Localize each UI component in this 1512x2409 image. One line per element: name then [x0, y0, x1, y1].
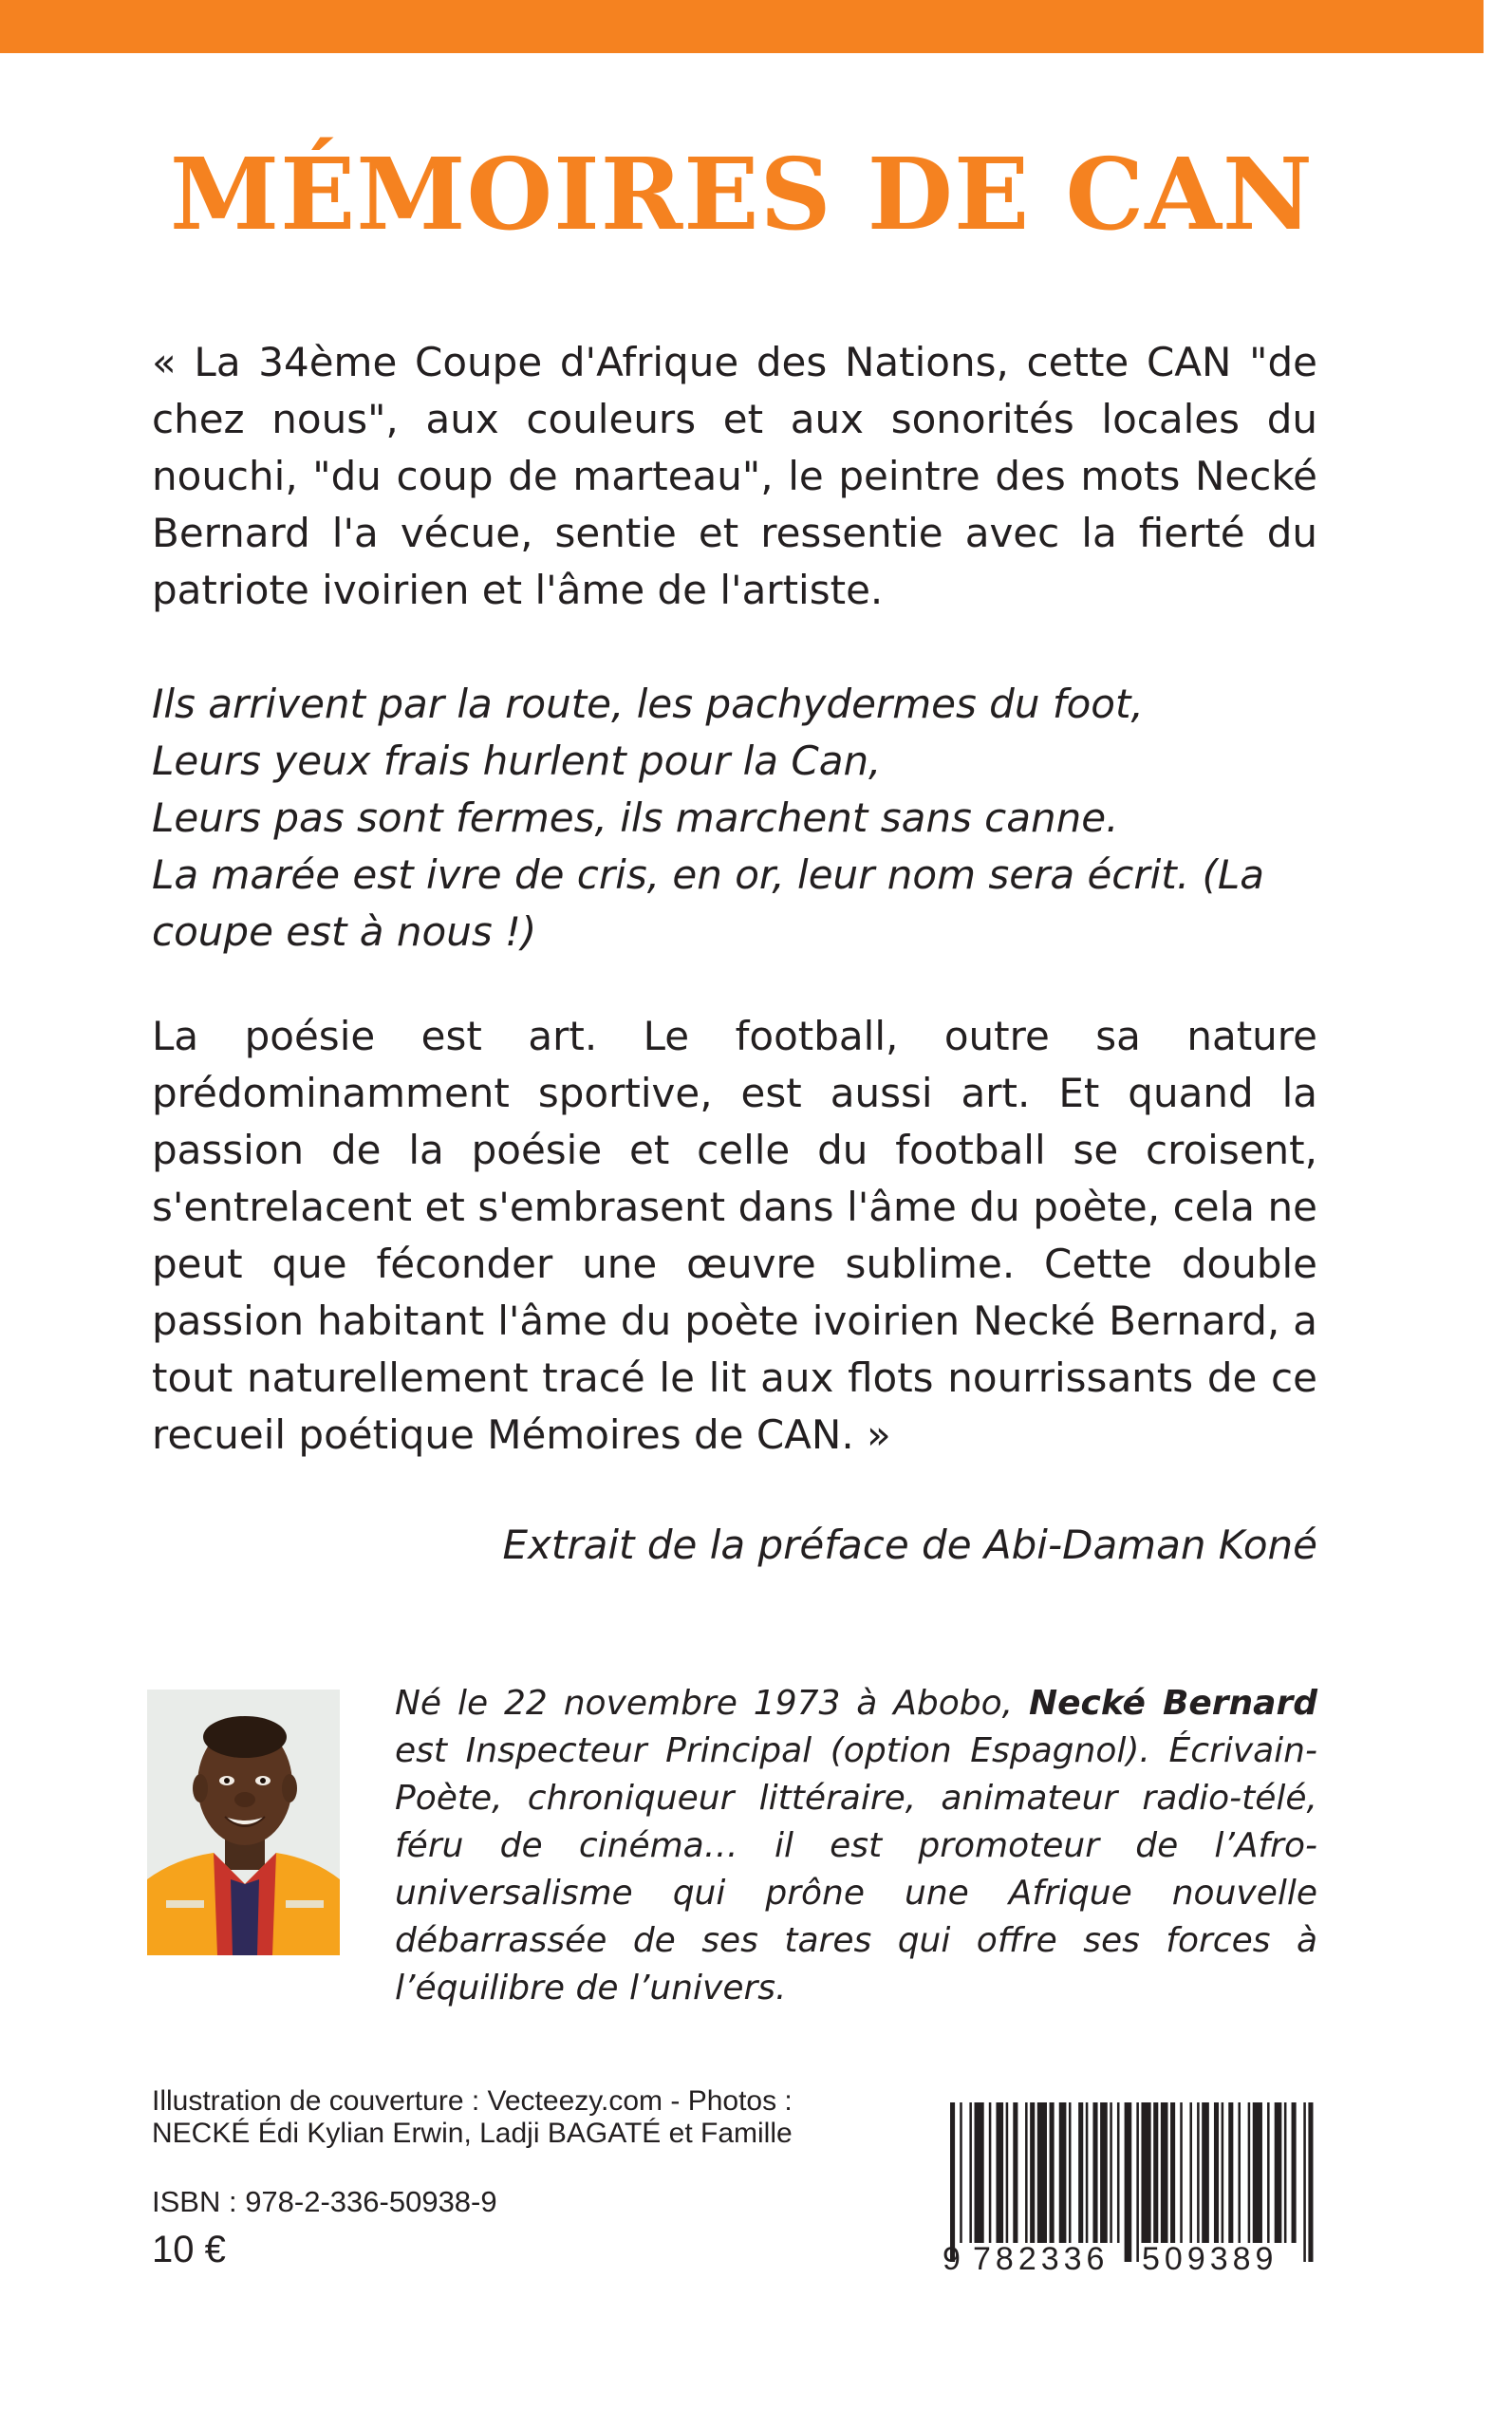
book-title: MÉMOIRES DE CAN — [170, 136, 1314, 252]
credits-line: NECKÉ Édi Kylian Erwin, Ladji BAGATÉ et Famille — [152, 2118, 793, 2149]
barcode-bar — [1308, 2102, 1313, 2262]
barcode-bar — [1013, 2102, 1017, 2243]
barcode-digits-right: 509389 — [1142, 2241, 1279, 2277]
price: 10 € — [152, 2229, 226, 2270]
barcode-bar — [1238, 2102, 1241, 2243]
barcode-bar — [1202, 2102, 1209, 2243]
cover-credits — [152, 2085, 835, 2150]
barcode-bar — [1078, 2102, 1083, 2243]
author-name: Necké Bernard — [1029, 1684, 1318, 1723]
barcode-bar — [960, 2102, 962, 2243]
barcode-bar — [1050, 2102, 1055, 2243]
barcode-bar — [1214, 2102, 1219, 2243]
isbn-number: ISBN : 978-2-336-50938-9 — [152, 2185, 497, 2218]
barcode-bar — [1197, 2102, 1200, 2243]
barcode-bar — [1267, 2102, 1270, 2243]
barcode-bar — [1037, 2102, 1047, 2243]
preface-paragraph-2: La poésie est art. Le football, outre sa nature prédominamment sportive, est aussi art. Et quand la passion de la poésie et celle du football se croisent, s'entrelacent et s'embrasent dans l'âme du poète, cela ne peut que féconder une œuvre sublime. Cette double passion habitant l'âme du poète ivoirien Necké Bernard, a tout naturellement tracé le lit aux flots nourrissants de ce recueil poétique Mémoires de CAN. » — [152, 1013, 1317, 1458]
poem-line: Ils arrivent par la route, les pachydermes du foot, — [152, 681, 1144, 727]
barcode-bar — [1110, 2102, 1112, 2243]
barcode-bar — [1275, 2102, 1282, 2243]
bio-text: Né le 22 novembre 1973 à Abobo, — [395, 1684, 1029, 1723]
barcode-bar — [1248, 2102, 1251, 2243]
poem-line: Leurs pas sont fermes, ils marchent sans canne. — [152, 794, 1119, 841]
barcode-bar — [1189, 2102, 1192, 2243]
barcode-bar — [1069, 2102, 1072, 2243]
bio-text: est Inspecteur Principal (option Espagnol). Écrivain-Poète, chroniqueur littéraire, animateur radio-télé, féru de cinéma… il est promoteur de l’Afro-universalisme qui prône une Afrique nouvelle débarrassée de ses tares qui offre ses forces à l’équilibre de l’univers. — [395, 1731, 1317, 2008]
barcode-bar — [1170, 2102, 1175, 2243]
poem-excerpt — [152, 676, 1317, 961]
top-color-band — [0, 0, 1484, 53]
barcode — [943, 2102, 1317, 2277]
barcode-bar — [975, 2102, 984, 2243]
barcode-bar — [1030, 2102, 1035, 2243]
barcode-bar — [1141, 2102, 1150, 2243]
barcode-bar — [1092, 2102, 1097, 2243]
barcode-digits-left: 782336 — [973, 2241, 1110, 2277]
barcode-bar — [1153, 2102, 1158, 2243]
barcode-bar — [1253, 2102, 1262, 2243]
barcode-bar — [1125, 2102, 1132, 2262]
barcode-bar — [1086, 2102, 1089, 2243]
barcode-bar — [1228, 2102, 1233, 2243]
barcode-bar — [1025, 2102, 1028, 2243]
poem-line: Leurs yeux frais hurlent pour la Can, — [152, 738, 882, 784]
barcode-bar — [1180, 2102, 1183, 2243]
author-photo — [147, 1690, 340, 1955]
preface-paragraph-1: « La 34ème Coupe d'Afrique des Nations, cette CAN "de chez nous", aux couleurs et aux sonorités locales du nouchi, "du coup de marteau", le peintre des mots Necké Bernard l'a vécue, sentie et ressentie avec la fierté du patriote ivoirien et l'âme de l'artiste. — [152, 339, 1317, 613]
barcode-bar — [1117, 2102, 1120, 2243]
barcode-digit-first: 9 — [943, 2241, 961, 2277]
barcode-bar — [1059, 2102, 1067, 2243]
credits-line: Illustration de couverture : Vecteezy.com - Photos : — [152, 2085, 793, 2117]
barcode-bar — [996, 2102, 1003, 2243]
barcode-bar — [969, 2102, 972, 2243]
barcode-bar — [950, 2102, 955, 2262]
barcode-bar — [1100, 2102, 1108, 2243]
preface-attribution: Extrait de la préface de Abi-Daman Koné — [502, 1522, 1317, 1568]
barcode-bar — [1292, 2102, 1297, 2243]
barcode-bar — [1284, 2102, 1287, 2243]
barcode-bar — [1006, 2102, 1009, 2243]
barcode-bar — [1161, 2102, 1168, 2243]
author-biography — [395, 1680, 1317, 2012]
barcode-bar — [1136, 2102, 1139, 2262]
barcode-bar — [1303, 2102, 1306, 2262]
poem-line: La marée est ivre de cris, en or, leur nom sera écrit. (La coupe est à nous !) — [152, 851, 1265, 955]
barcode-bar — [1222, 2102, 1224, 2243]
barcode-bar — [989, 2102, 992, 2243]
